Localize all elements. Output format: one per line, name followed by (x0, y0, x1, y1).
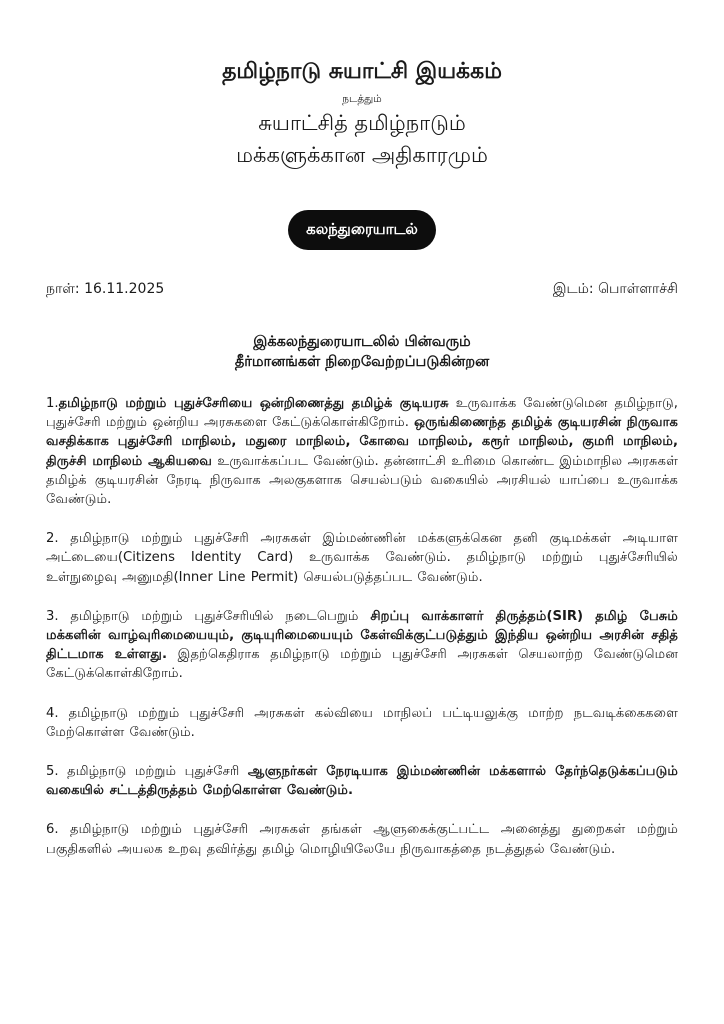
resolution-text: 6. தமிழ்நாடு மற்றும் புதுச்சேரி அரசுகள் தங்கள் ஆளுகைக்குட்பட்ட அனைத்து துறைகள் மற்றும் பகுதிகளில் அயலக உறவு தவிர்த்து தமிழ் மொழியிலேயே நிருவாகத்தை நடத்துதல் வேண்டும். (46, 822, 678, 857)
resolution-2 (46, 529, 678, 587)
resolution-4 (46, 704, 678, 742)
date-label: நாள்: 16.11.2025 (46, 281, 165, 297)
event-title-line2: மக்களுக்கான அதிகாரமும் (236, 143, 488, 167)
badge-wrapper (46, 210, 678, 250)
resolution-bold-text: தமிழ்நாடு மற்றும் புதுச்சேரியை ஒன்றிணைத்து தமிழ்க் குடியரசு (58, 396, 449, 411)
resolution-text: 1. (46, 396, 59, 411)
event-title-line1: சுயாட்சித் தமிழ்நாடும் (258, 111, 466, 135)
resolution-text: 2. தமிழ்நாடு மற்றும் புதுச்சேரி அரசுகள் இம்மண்ணின் மக்களுக்கென தனி குடிமக்கள் அடியாள அட்டையை(Citizens Identity Card) உருவாக்க வேண்டும். தமிழ்நாடு மற்றும் புதுச்சேரியில் உள்நுழைவு அனுமதி(Inner Line Permit) செயல்படுத்தப்பட வேண்டும். (46, 531, 678, 585)
resolution-5 (46, 762, 678, 800)
resolution-text: இதற்கெதிராக தமிழ்நாடு மற்றும் புதுச்சேரி அரசுகள் செயலாற்ற வேண்டுமென கேட்டுக்கொள்கிறோம். (46, 647, 678, 682)
resolution-text: 4. தமிழ்நாடு மற்றும் புதுச்சேரி அரசுகள் கல்வியை மாநிலப் பட்டியலுக்கு மாற்ற நடவடிக்கைகளை மேற்கொள்ள வேண்டும். (46, 705, 678, 740)
resolutions-heading (46, 332, 678, 372)
conducts-label: நடத்தும் (342, 93, 382, 105)
resolution-text: உருவாக்கப்பட வேண்டும். தன்னாட்சி உரிமை கொண்ட இம்மாநில அரசுகள் தமிழ்க் குடியரசின் நேரடி நிருவாக அலகுகளாக செயல்படும் வகையில் அரசியல் யாப்பை உருவாக்க வேண்டும். (46, 453, 678, 508)
resolution-bold-text: ஒருங்கிணைந்த தமிழ்க் குடியரசின் நிருவாக வசதிக்காக புதுச்சேரி மாநிலம், மதுரை மாநிலம், கோவை மாநிலம், கரூர் மாநிலம், குமரி மாநிலம், திருச்சி மாநிலம் ஆகியவை (46, 415, 678, 469)
place-label: இடம்: பொள்ளாச்சி (552, 281, 678, 297)
resolutions-heading-line1: இக்கலந்துரையாடலில் பின்வரும் (253, 334, 471, 350)
organization-title: தமிழ்நாடு சுயாட்சி இயக்கம் (222, 59, 502, 84)
resolution-1 (46, 394, 678, 509)
resolution-text: 5. தமிழ்நாடு மற்றும் புதுச்சேரி (46, 764, 248, 780)
resolution-6 (46, 820, 678, 858)
resolution-text: உருவாக்க வேண்டுமென தமிழ்நாடு, புதுச்சேரி மற்றும் ஒன்றிய அரசுகளை கேட்டுக்கொள்கிறோம். (46, 396, 678, 431)
resolution-3 (46, 607, 678, 684)
resolution-text: 3. தமிழ்நாடு மற்றும் புதுச்சேரியில் நடைபெறும் (46, 608, 371, 624)
event-type-badge: கலந்துரையாடல் (288, 210, 436, 250)
meta-row (46, 280, 678, 298)
resolution-bold-text: சிறப்பு வாக்காளர் திருத்தம்(SIR) தமிழ் பேசும் மக்களின் வாழ்வுரிமையையும், குடியுரிமையையும் கேள்விக்குட்படுத்தும் இந்திய ஒன்றிய அரசின் சதித் திட்டமாக உள்ளது. (46, 608, 678, 663)
resolution-bold-text: ஆளுநர்கள் நேரடியாக இம்மண்ணின் மக்களால் தேர்ந்தெடுக்கப்படும் வகையில் சட்டத்திருத்தம் மேற்கொள்ள வேண்டும். (46, 764, 678, 799)
resolutions-heading-line2: தீர்மானங்கள் நிறைவேற்றப்படுகின்றன (234, 354, 490, 370)
